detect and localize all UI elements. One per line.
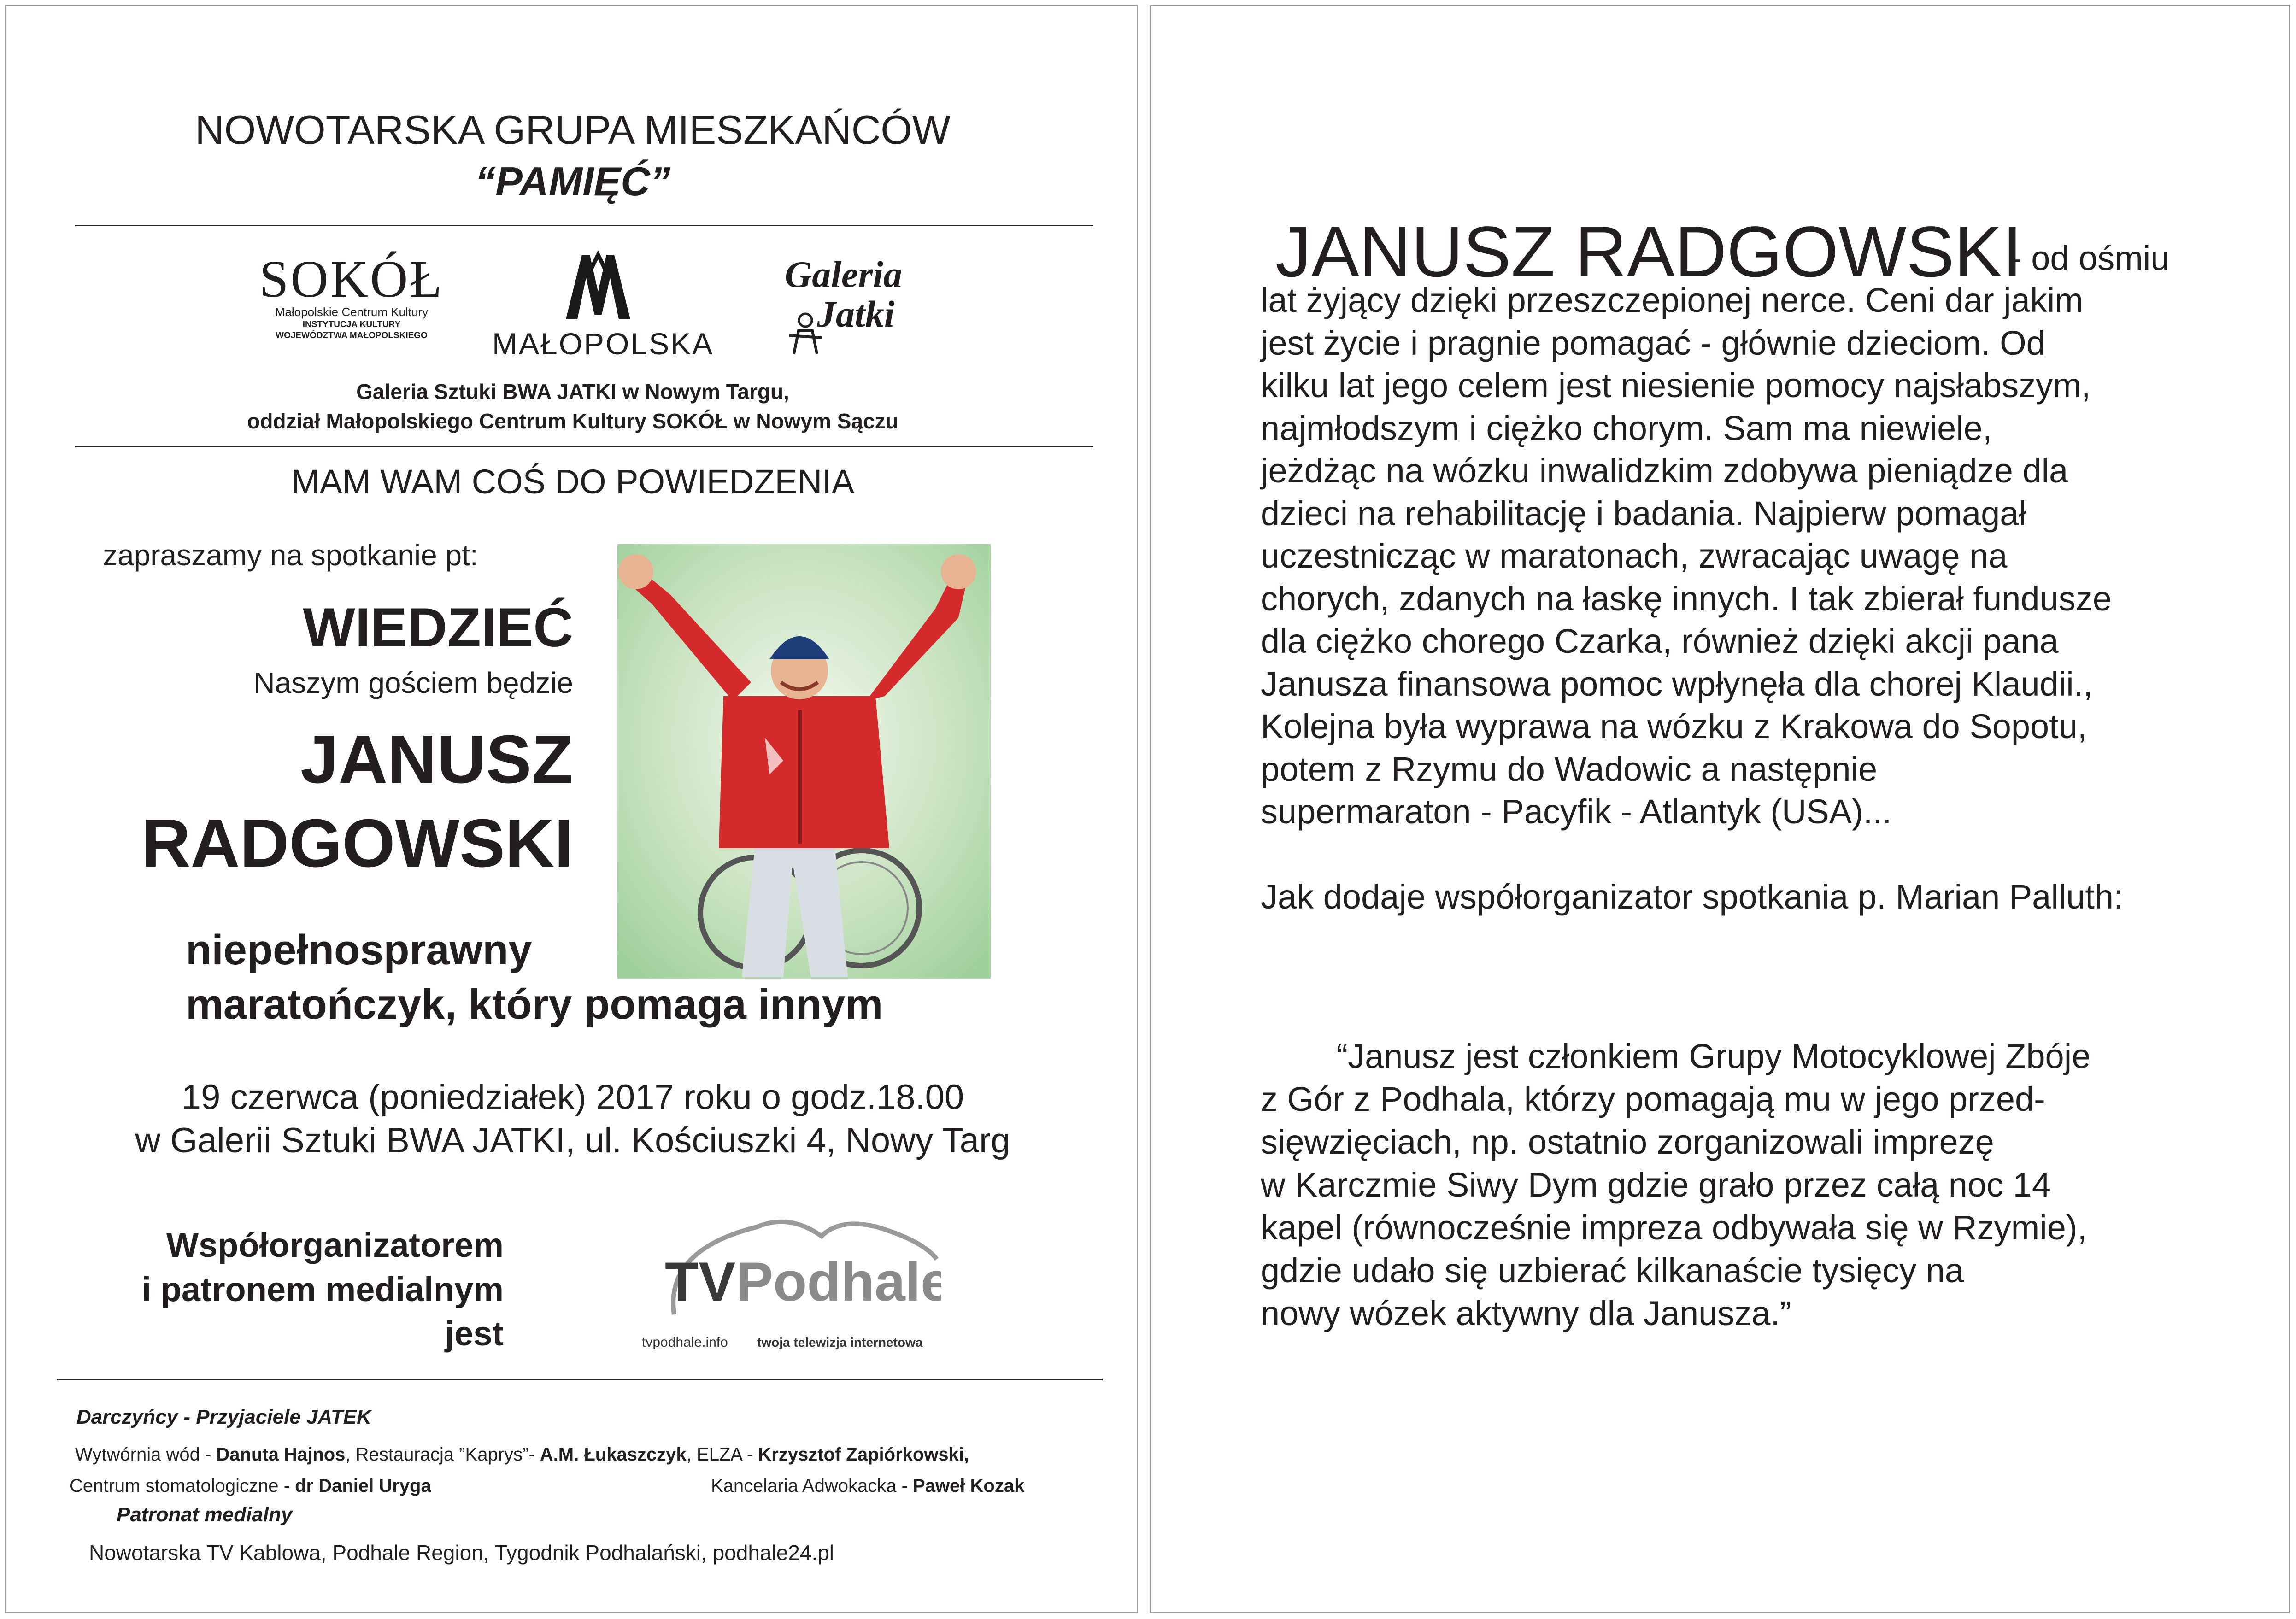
tvpodhale-podhale-text: Podhale bbox=[736, 1251, 941, 1313]
invitation-text: zapraszamy na spotkanie pt: bbox=[103, 539, 478, 572]
bio-line: Janusza finansowa pomoc wpłynęła dla chorej Klaudii., bbox=[1261, 664, 2093, 703]
guest-photo-illustration bbox=[617, 544, 991, 979]
donors-row-1 bbox=[75, 1444, 969, 1465]
poster-page-right bbox=[1150, 5, 2290, 1613]
guest-description-line-1: niepełnosprawny bbox=[186, 927, 532, 974]
sokol-logo bbox=[255, 250, 448, 341]
donor-name: Krzysztof Zapiórkowski, bbox=[758, 1444, 969, 1465]
gallery-info-line-1: Galeria Sztuki BWA JATKI w Nowym Targu, bbox=[356, 380, 789, 404]
media-patrons-list: Nowotarska TV Kablowa, Podhale Region, Tygodnik Podhalański, podhale24.pl bbox=[89, 1541, 834, 1565]
organizer-name: NOWOTARSKA GRUPA MIESZKAŃCÓW bbox=[195, 107, 951, 153]
donor-label: Centrum stomatologiczne - bbox=[70, 1476, 295, 1496]
guest-intro: Naszym gościem będzie bbox=[253, 666, 573, 699]
sokol-logo-line-3: WOJEWÓDZTWA MAŁOPOLSKIEGO bbox=[276, 331, 428, 340]
donors-row-2 bbox=[70, 1476, 431, 1496]
guest-name bbox=[141, 718, 573, 886]
quote-line: w Karczmie Siwy Dym gdzie grało przez całą noc 14 bbox=[1261, 1166, 2051, 1204]
donor-name: Paweł Kozak bbox=[913, 1476, 1025, 1496]
jatki-logo-line-2: Jatki bbox=[817, 293, 895, 335]
divider-top bbox=[75, 225, 1093, 226]
quote-block bbox=[1261, 1035, 2265, 1335]
donors-heading: Darczyńcy - Przyjaciele JATEK bbox=[76, 1406, 371, 1428]
malopolska-logo bbox=[492, 246, 714, 361]
sokol-logo-subtitle: Małopolskie Centrum Kultury bbox=[275, 305, 429, 319]
quote-line: z Gór z Podhala, którzy pomagają mu w jego przed- bbox=[1261, 1080, 2045, 1118]
bio-title: JANUSZ RADGOWSKI bbox=[1275, 212, 2022, 292]
guest-first-name: JANUSZ bbox=[300, 722, 573, 798]
media-patronage-heading: Patronat medialny bbox=[117, 1503, 293, 1526]
donor-name: dr Daniel Uryga bbox=[295, 1476, 431, 1496]
tvpodhale-logo bbox=[637, 1208, 941, 1361]
donor-label: , ELZA - bbox=[686, 1444, 758, 1465]
divider-bottom bbox=[57, 1379, 1103, 1380]
guest-photo bbox=[617, 544, 991, 979]
quote-line: “Janusz jest członkiem Grupy Motocyklowej Zbóje bbox=[1261, 1037, 2091, 1075]
tvpodhale-slogan: twoja telewizja internetowa bbox=[757, 1335, 923, 1349]
co-organizer-line-2: i patronem medialnym bbox=[141, 1270, 504, 1308]
event-place: w Galerii Sztuki BWA JATKI, ul. Kościuszki 4, Nowy Targ bbox=[135, 1121, 1010, 1160]
donor-label: Wytwórnia wód - bbox=[75, 1444, 217, 1465]
co-organizer-line-1: Współorganizatorem bbox=[166, 1226, 504, 1264]
tvpodhale-logo-graphic bbox=[637, 1208, 941, 1361]
bio-line: dzieci na rehabilitację i badania. Najpierw pomagał bbox=[1261, 494, 2026, 533]
malopolska-mountain-icon bbox=[561, 246, 635, 324]
donors-row-2-right bbox=[711, 1476, 1024, 1496]
quote-line: gdzie udało się uzbierać kilkanaście tysięcy na bbox=[1261, 1251, 1964, 1290]
sokol-logo-line-2: INSTYTUCJA KULTURY bbox=[302, 320, 401, 329]
bio-line: uczestnicząc w maratonach, zwracając uwagę na bbox=[1261, 537, 2008, 575]
gallery-info-line-2: oddział Małopolskiego Centrum Kultury SOKÓŁ w Nowym Sączu bbox=[247, 409, 898, 433]
donor-name: Danuta Hajnos bbox=[216, 1444, 346, 1465]
donor-label: , Restauracja ”Kaprys”- bbox=[345, 1444, 540, 1465]
co-organizer-label bbox=[112, 1223, 504, 1356]
guest-description-line-2: maratończyk, który pomaga innym bbox=[186, 981, 883, 1028]
divider-middle bbox=[75, 446, 1093, 447]
bio-body bbox=[1261, 279, 2265, 919]
co-organizer-statement: Jak dodaje współorganizator spotkania p. Marian Palluth: bbox=[1261, 878, 2123, 916]
bio-line: najmłodszym i ciężko chorym. Sam ma niewiele, bbox=[1261, 409, 1992, 447]
event-date: 19 czerwca (poniedziałek) 2017 roku o godz.18.00 bbox=[181, 1078, 964, 1117]
gallery-info bbox=[6, 377, 1139, 436]
bio-line: lat żyjący dzięki przeszczepionej nerce. Ceni dar jakim bbox=[1261, 281, 2083, 319]
bio-line: Kolejna była wyprawa na wózku z Krakowa do Sopotu, bbox=[1261, 707, 2087, 745]
quote-line: kapel (równocześnie impreza odbywała się w Rzymie), bbox=[1261, 1208, 2087, 1247]
guest-last-name: RADGOWSKI bbox=[141, 805, 573, 881]
tvpodhale-url: tvpodhale.info bbox=[642, 1335, 728, 1350]
event-date-place bbox=[6, 1076, 1139, 1162]
donor-name: A.M. Łukaszczyk bbox=[540, 1444, 687, 1465]
bio-line: dla ciężko chorego Czarka, również dzięki akcji pana bbox=[1261, 622, 2059, 660]
jatki-figure-icon bbox=[785, 310, 826, 356]
bio-line: supermaraton - Pacyfik - Atlantyk (USA)... bbox=[1261, 792, 1892, 831]
co-organizer-line-3: jest bbox=[445, 1314, 504, 1353]
sokol-logo-word: SOKÓŁ bbox=[259, 250, 444, 308]
bio-title-suffix: - od ośmiu bbox=[2010, 239, 2170, 277]
event-title: WIEDZIEĆ bbox=[303, 597, 573, 658]
quote-line: sięwzięciach, np. ostatnio zorganizowali imprezę bbox=[1261, 1123, 1994, 1161]
guest-description bbox=[186, 923, 883, 1032]
poster-page-left bbox=[5, 5, 1138, 1613]
tvpodhale-tv-text: TV bbox=[665, 1251, 736, 1313]
bio-line: chorych, zdanych na łaskę innych. I tak zbierał fundusze bbox=[1261, 579, 2112, 618]
malopolska-logo-word: MAŁOPOLSKA bbox=[492, 327, 714, 361]
organizer-group-name: “PAMIĘĆ” bbox=[475, 158, 670, 204]
paragraph-spacer bbox=[1261, 833, 2265, 876]
event-series-heading: MAM WAM COŚ DO POWIEDZENIA bbox=[291, 463, 855, 501]
bio-line: jest życie i pragnie pomagać - głównie dzieciom. Od bbox=[1261, 323, 2045, 362]
bio-line: kilku lat jego celem jest niesienie pomocy najsłabszym, bbox=[1261, 366, 2091, 405]
bio-line: potem z Rzymu do Wadowic a następnie bbox=[1261, 750, 1878, 788]
bio-line: jeżdżąc na wózku inwalidzkim zdobywa pieniądze dla bbox=[1261, 452, 2068, 490]
galeria-jatki-logo bbox=[785, 255, 918, 356]
jatki-logo-line-1: Galeria bbox=[785, 253, 903, 295]
donor-label: Kancelaria Adwokacka - bbox=[711, 1476, 913, 1496]
quote-line: nowy wózek aktywny dla Janusza.” bbox=[1261, 1294, 1791, 1332]
